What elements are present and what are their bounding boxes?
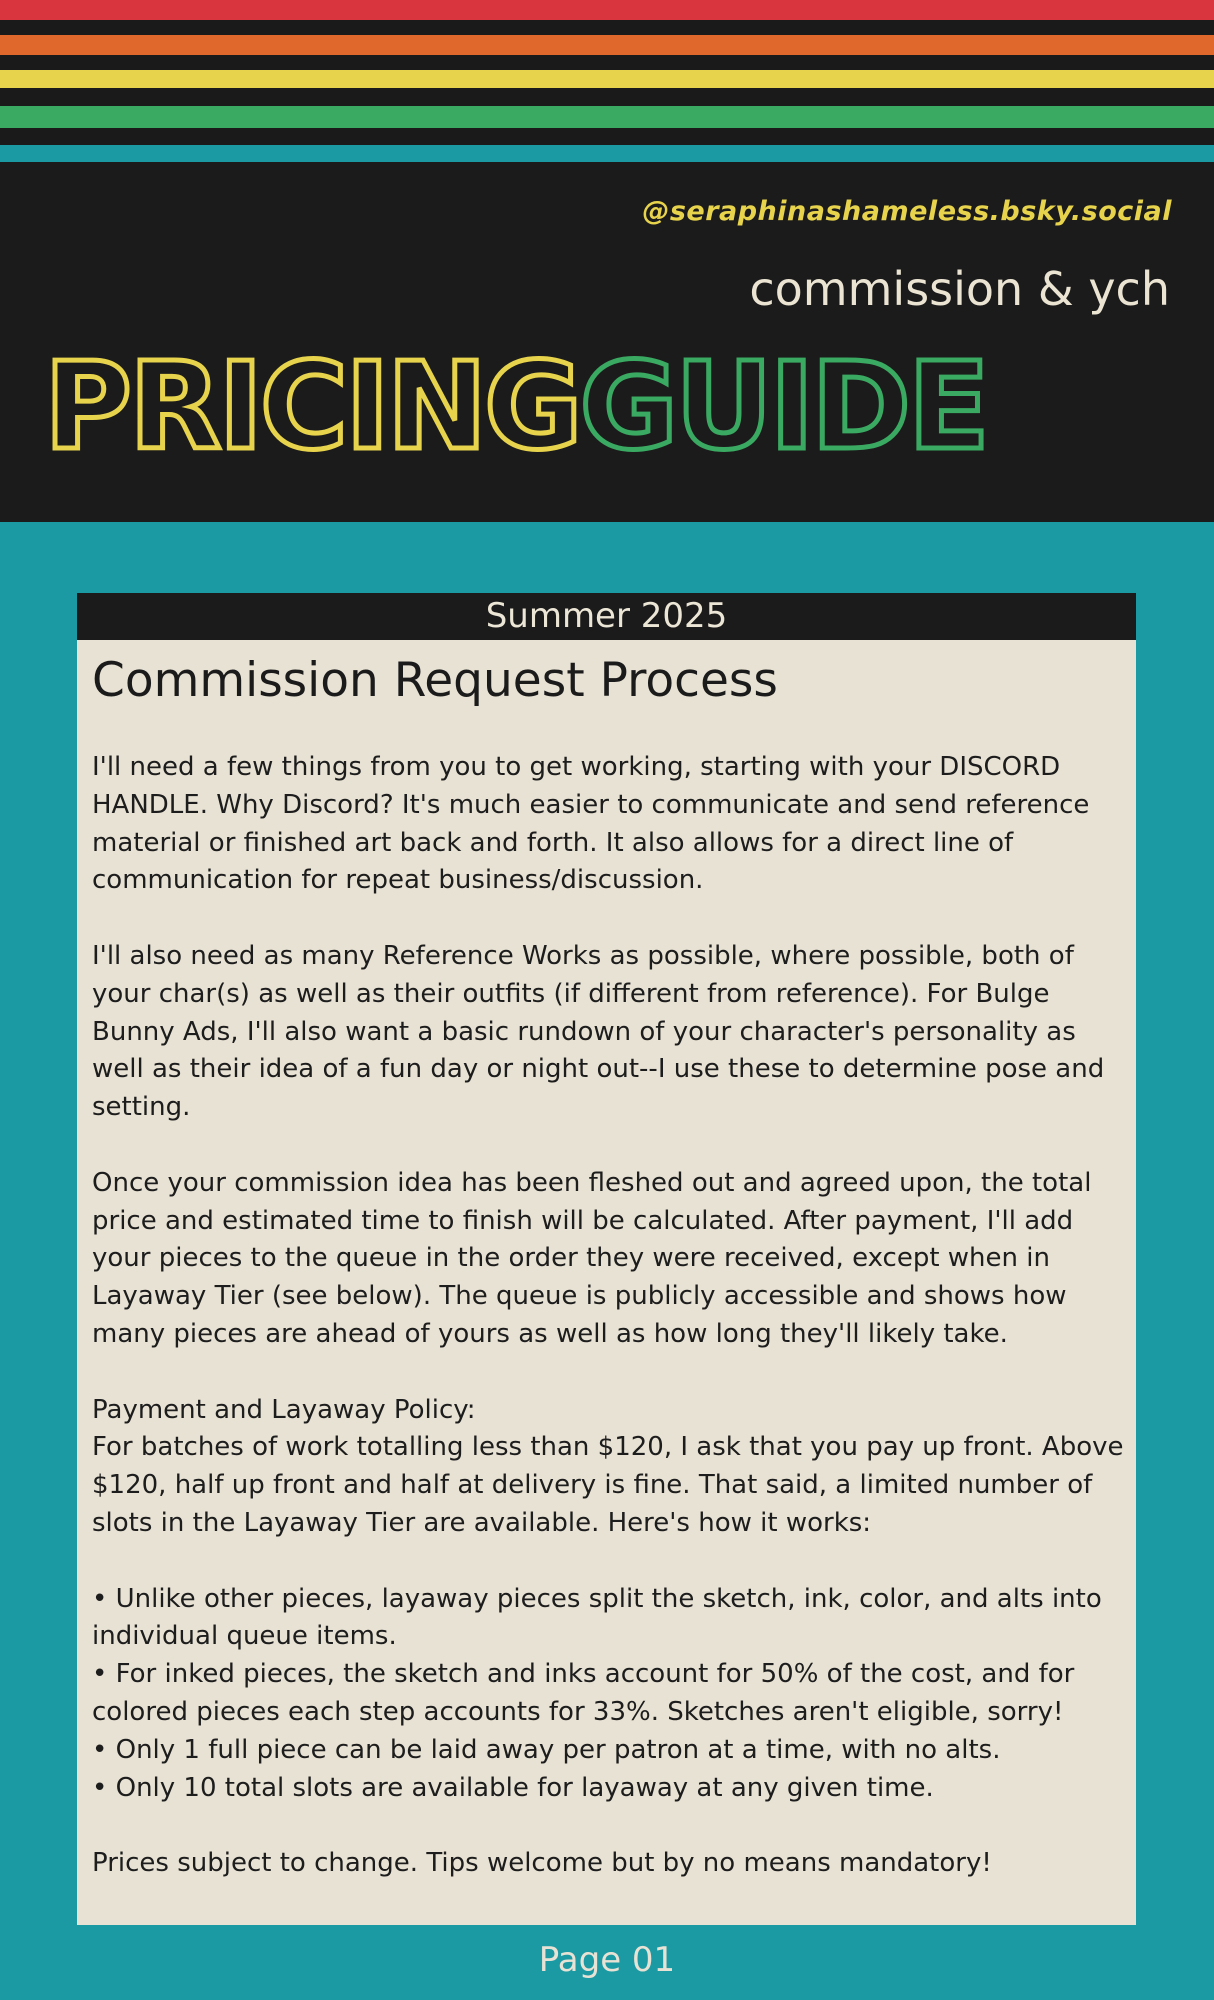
retro-stripes [0,0,1214,162]
season-banner: Summer 2025 [77,593,1136,640]
list-item: • For inked pieces, the sketch and inks account for 50% of the cost, and for colored pieces each step accounts for 33%. Sketches aren't eligible, sorry! [92,1659,1075,1727]
header [0,162,1214,522]
layaway-rules-list [92,1581,1127,1808]
title-pricing: PRICING [44,338,580,477]
content-card [77,593,1136,1925]
paragraph-queue: Once your commission idea has been fleshed out and agreed upon, the total price and estimated time to finish will be calculated. After payment, I'll add your pieces to the queue in the order they were received, except when in Layaway Tier (see below). The queue is publicly accessible and shows how many pieces are ahead of yours as well as how long they'll likely take. [92,1167,1092,1349]
paragraph-discord: I'll need a few things from you to get working, starting with your DISCORD HANDLE. Why Discord? It's much easier to communicate and send reference material or finished art back and forth. It also allows for a direct line of communication for repeat business/discussion. [92,752,1090,896]
card-body [92,749,1127,1883]
list-item: • Only 1 full piece can be laid away per patron at a time, with no alts. [92,1734,1001,1765]
page-number: Page 01 [538,1940,676,1980]
payment-heading: Payment and Layaway Policy: [92,1394,476,1425]
social-handle[interactable]: @seraphinashameless.bsky.social [642,196,1172,227]
payment-text: For batches of work totalling less than $120, I ask that you pay up front. Above $120, half up front and half at delivery is fine. That said, a limited number of slots in the Layaway Tier are available. Here's how it works: [92,1432,1124,1538]
list-item: • Only 10 total slots are available for layaway at any given time. [92,1772,934,1803]
stripe-yellow [0,70,1214,88]
stripe-orange [0,35,1214,55]
list-item: • Unlike other pieces, layaway pieces split the sketch, ink, color, and alts into individual queue items. [92,1583,1102,1652]
subtitle: commission & ych [749,262,1170,316]
section-heading: Commission Request Process [92,653,778,708]
stripe-teal [0,145,1214,162]
stripe-green [0,106,1214,128]
paragraph-references: I'll also need as many Reference Works as possible, where possible, both of your char(s) as well as their outfits (if different from reference). For Bulge Bunny Ads, I'll also want a basic rundown of your character's personality as well as their idea of a fun day or night out--I use these to determine pose and setting. [92,940,1105,1123]
title-guide: GUIDE [579,338,987,477]
stripe-red [0,0,1214,20]
page-title [44,338,1174,477]
closing-note: Prices subject to change. Tips welcome but by no means mandatory! [92,1848,992,1879]
